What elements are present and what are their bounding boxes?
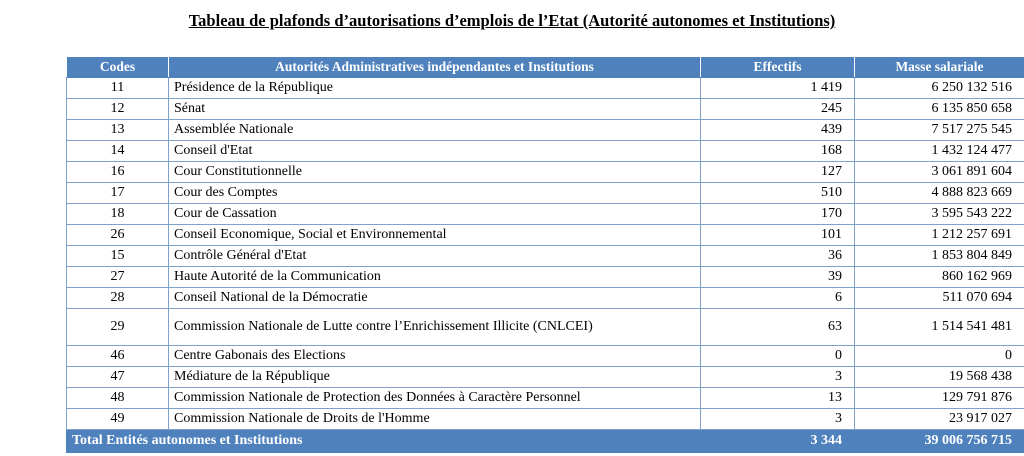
table-row (67, 409, 1024, 430)
name-cell: Présidence de la République (169, 78, 701, 99)
name-cell: Cour Constitutionnelle (169, 162, 701, 183)
effectifs-cell: 245 (701, 99, 855, 120)
table-row (67, 99, 1024, 120)
masse-cell: 1 432 124 477 (855, 141, 1024, 162)
name-cell: Centre Gabonais des Elections (169, 346, 701, 367)
code-cell: 16 (67, 162, 169, 183)
masse-cell: 6 250 132 516 (855, 78, 1024, 99)
code-cell: 28 (67, 288, 169, 309)
masse-cell: 129 791 876 (855, 388, 1024, 409)
code-cell: 15 (67, 246, 169, 267)
table-row (67, 288, 1024, 309)
total-masse: 39 006 756 715 (855, 430, 1024, 453)
name-cell: Commission Nationale de Protection des Données à Caractère Personnel (169, 388, 701, 409)
name-cell: Conseil National de la Démocratie (169, 288, 701, 309)
effectifs-cell: 101 (701, 225, 855, 246)
code-cell: 18 (67, 204, 169, 225)
code-cell: 48 (67, 388, 169, 409)
effectifs-cell: 439 (701, 120, 855, 141)
table-row (67, 162, 1024, 183)
name-cell: Commission Nationale de Lutte contre l’Enrichissement Illicite (CNLCEI) (169, 309, 701, 346)
effectifs-cell: 13 (701, 388, 855, 409)
name-cell: Commission Nationale de Droits de l'Homme (169, 409, 701, 430)
name-cell: Contrôle Général d'Etat (169, 246, 701, 267)
masse-cell: 3 061 891 604 (855, 162, 1024, 183)
table-row (67, 78, 1024, 99)
effectifs-cell: 1 419 (701, 78, 855, 99)
name-cell: Assemblée Nationale (169, 120, 701, 141)
name-cell: Haute Autorité de la Communication (169, 267, 701, 288)
table-row (67, 225, 1024, 246)
table-row (67, 309, 1024, 346)
table-row (67, 204, 1024, 225)
page-title: Tableau de plafonds d’autorisations d’emplois de l’Etat (Autorité autonomes et Institutions) (188, 11, 836, 30)
effectifs-cell: 6 (701, 288, 855, 309)
name-cell: Cour des Comptes (169, 183, 701, 204)
code-cell: 26 (67, 225, 169, 246)
table-row (67, 183, 1024, 204)
name-cell: Cour de Cassation (169, 204, 701, 225)
effectifs-cell: 63 (701, 309, 855, 346)
effectifs-cell: 168 (701, 141, 855, 162)
total-effectifs: 3 344 (701, 430, 855, 453)
effectifs-cell: 510 (701, 183, 855, 204)
plafonds-table (66, 56, 1024, 453)
header-row (67, 57, 1024, 78)
masse-cell: 860 162 969 (855, 267, 1024, 288)
code-cell: 17 (67, 183, 169, 204)
effectifs-cell: 39 (701, 267, 855, 288)
effectifs-cell: 3 (701, 367, 855, 388)
masse-cell: 511 070 694 (855, 288, 1024, 309)
masse-cell: 4 888 823 669 (855, 183, 1024, 204)
code-cell: 11 (67, 78, 169, 99)
table-row (67, 246, 1024, 267)
header-effectifs: Effectifs (701, 57, 855, 78)
code-cell: 46 (67, 346, 169, 367)
code-cell: 14 (67, 141, 169, 162)
table-row (67, 267, 1024, 288)
total-row (67, 430, 1024, 453)
code-cell: 29 (67, 309, 169, 346)
code-cell: 27 (67, 267, 169, 288)
name-cell: Sénat (169, 99, 701, 120)
header-autorites: Autorités Administratives indépendantes et Institutions (169, 57, 701, 78)
masse-cell: 1 514 541 481 (855, 309, 1024, 346)
code-cell: 12 (67, 99, 169, 120)
masse-cell: 6 135 850 658 (855, 99, 1024, 120)
header-masse-salariale: Masse salariale (855, 57, 1024, 78)
name-cell: Médiature de la République (169, 367, 701, 388)
name-cell: Conseil Economique, Social et Environnemental (169, 225, 701, 246)
masse-cell: 0 (855, 346, 1024, 367)
header-codes: Codes (67, 57, 169, 78)
masse-cell: 19 568 438 (855, 367, 1024, 388)
masse-cell: 23 917 027 (855, 409, 1024, 430)
name-cell: Conseil d'Etat (169, 141, 701, 162)
code-cell: 49 (67, 409, 169, 430)
effectifs-cell: 0 (701, 346, 855, 367)
masse-cell: 7 517 275 545 (855, 120, 1024, 141)
effectifs-cell: 170 (701, 204, 855, 225)
masse-cell: 1 212 257 691 (855, 225, 1024, 246)
table-row (67, 367, 1024, 388)
effectifs-cell: 127 (701, 162, 855, 183)
table-row (67, 120, 1024, 141)
table-row (67, 141, 1024, 162)
masse-cell: 3 595 543 222 (855, 204, 1024, 225)
code-cell: 47 (67, 367, 169, 388)
code-cell: 13 (67, 120, 169, 141)
table-row (67, 346, 1024, 367)
total-label: Total Entités autonomes et Institutions (67, 430, 701, 453)
effectifs-cell: 3 (701, 409, 855, 430)
table-row (67, 388, 1024, 409)
masse-cell: 1 853 804 849 (855, 246, 1024, 267)
effectifs-cell: 36 (701, 246, 855, 267)
